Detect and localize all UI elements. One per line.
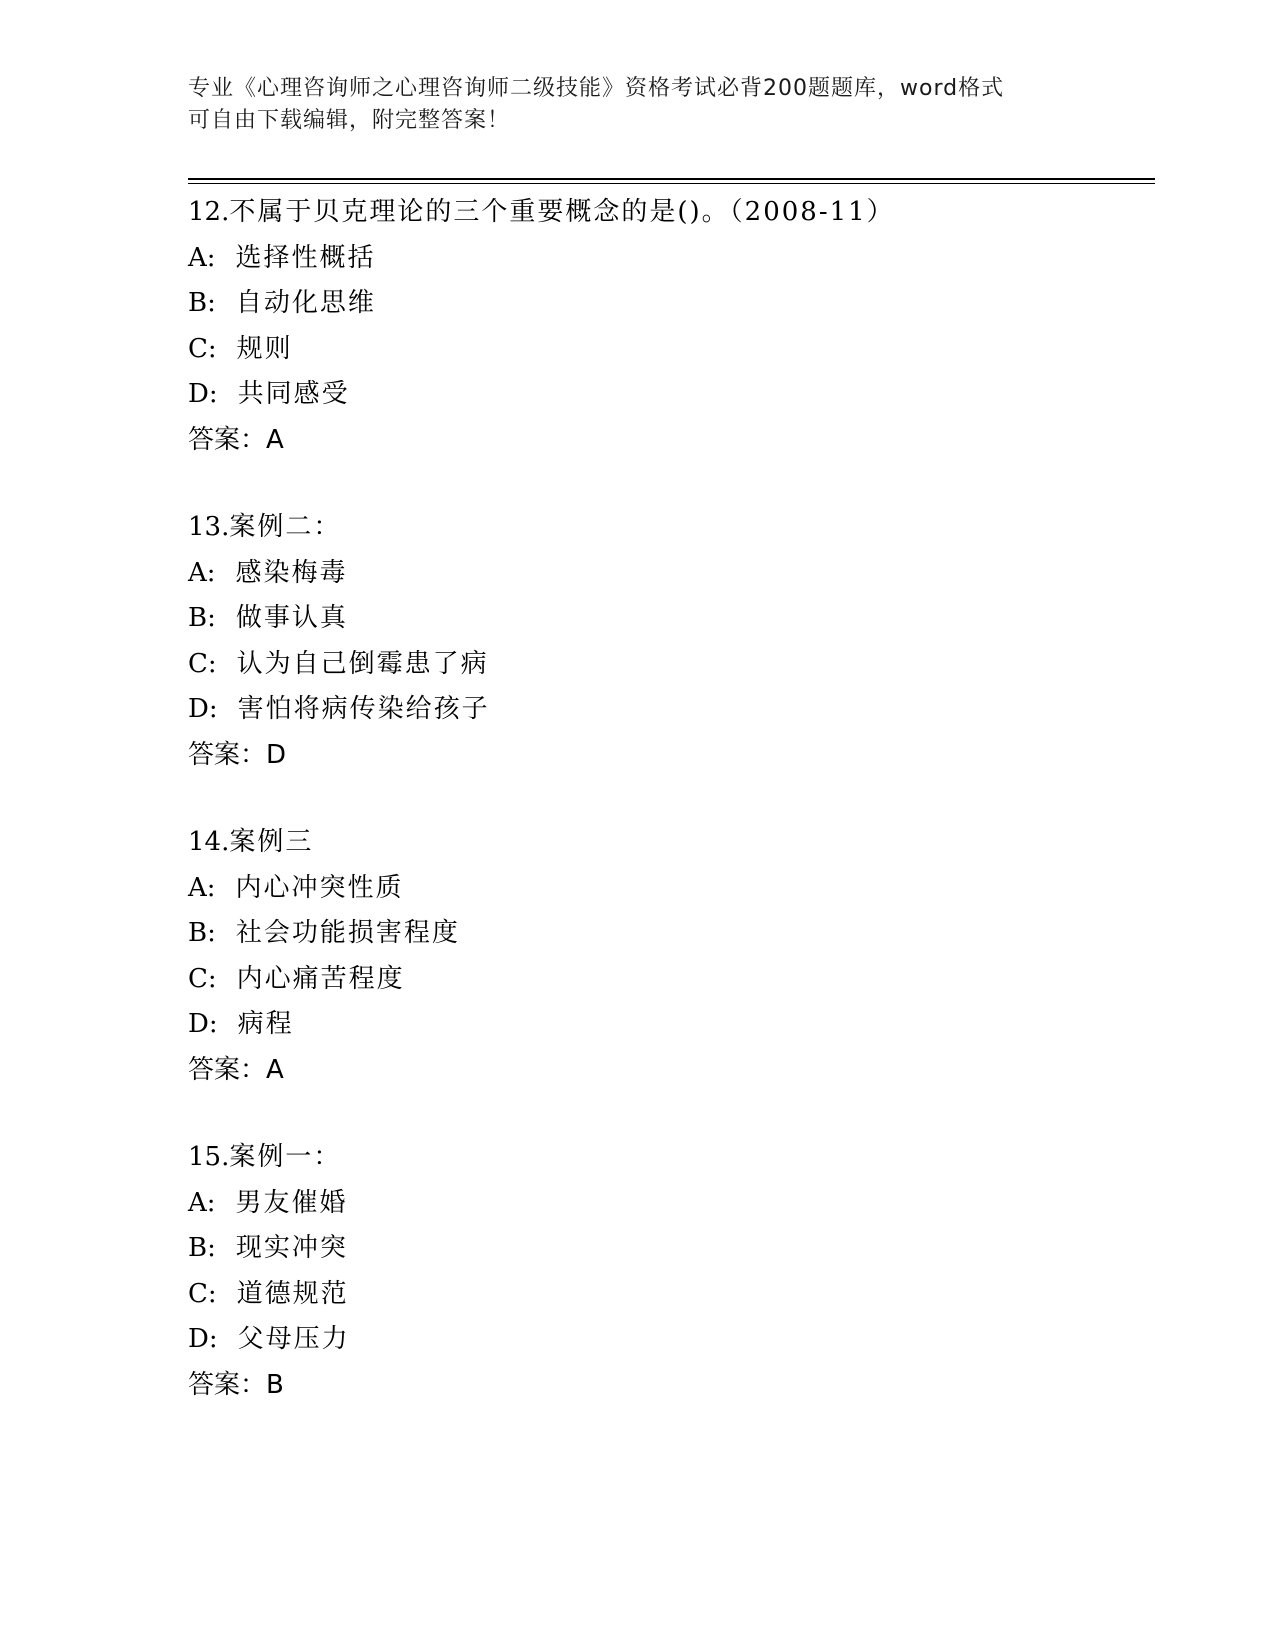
option-c: [188, 642, 1148, 688]
option-text: 父母压力: [237, 1324, 350, 1354]
option-text: 病程: [237, 1009, 294, 1039]
answer-line: [188, 1363, 1148, 1409]
option-letter: A:: [188, 557, 216, 588]
document-header: [188, 73, 1068, 137]
header-line-1: 专业《心理咨询师之心理咨询师二级技能》资格考试必背200题题库，word格式: [188, 76, 1005, 101]
option-a: [188, 1181, 1148, 1227]
option-text: 害怕将病传染给孩子: [237, 694, 490, 724]
question-item: [188, 1135, 1148, 1408]
question-stem: [188, 190, 1148, 236]
option-text: 内心冲突性质: [235, 872, 404, 903]
option-letter: C:: [188, 1278, 217, 1309]
option-letter: B:: [188, 1233, 216, 1263]
option-d: [188, 1317, 1148, 1363]
answer-value: A: [266, 424, 284, 455]
question-number: 15.: [188, 1142, 230, 1172]
option-text: 道德规范: [236, 1278, 349, 1309]
answer-line: [188, 733, 1148, 779]
option-text: 共同感受: [237, 379, 350, 409]
question-item: [188, 190, 1148, 463]
option-text: 自动化思维: [235, 288, 376, 318]
answer-value: B: [266, 1369, 284, 1400]
question-stem: [188, 1135, 1148, 1181]
answer-value: A: [266, 1054, 284, 1085]
option-c: [188, 957, 1148, 1003]
header-divider-thick: [188, 178, 1155, 180]
option-letter: D:: [188, 1009, 218, 1039]
question-number: 13.: [188, 512, 230, 542]
option-a: [188, 551, 1148, 597]
header-divider-thin: [188, 183, 1155, 184]
answer-label: 答案：: [188, 1054, 267, 1085]
question-item: [188, 820, 1148, 1093]
option-text: 感染梅毒: [235, 557, 348, 588]
option-c: [188, 327, 1148, 373]
option-text: 内心痛苦程度: [236, 963, 405, 994]
option-d: [188, 372, 1148, 418]
option-b: [188, 911, 1148, 957]
option-text: 选择性概括: [235, 242, 376, 273]
answer-value: D: [266, 739, 287, 770]
option-letter: D:: [188, 1324, 218, 1354]
option-c: [188, 1272, 1148, 1318]
option-d: [188, 1002, 1148, 1048]
answer-line: [188, 418, 1148, 464]
option-text: 做事认真: [235, 603, 348, 633]
question-text: 案例三: [229, 827, 314, 857]
option-letter: A:: [188, 1187, 216, 1218]
option-text: 男友催婚: [235, 1187, 348, 1218]
question-text: 不属于贝克理论的三个重要概念的是()。（2008-11）: [229, 197, 895, 227]
question-stem: [188, 820, 1148, 866]
option-letter: B:: [188, 603, 216, 633]
question-text: 案例二：: [229, 512, 342, 542]
option-text: 认为自己倒霉患了病: [236, 648, 489, 679]
answer-label: 答案：: [188, 424, 267, 455]
option-letter: D:: [188, 379, 218, 409]
answer-label: 答案：: [188, 1369, 267, 1400]
option-letter: C:: [188, 648, 217, 679]
option-letter: B:: [188, 918, 216, 948]
option-a: [188, 236, 1148, 282]
option-letter: B:: [188, 288, 216, 318]
option-text: 现实冲突: [235, 1233, 348, 1263]
option-b: [188, 596, 1148, 642]
option-text: 社会功能损害程度: [235, 918, 460, 948]
question-item: [188, 505, 1148, 778]
question-number: 14.: [188, 827, 230, 857]
option-letter: C:: [188, 963, 217, 994]
option-letter: D:: [188, 694, 218, 724]
question-stem: [188, 505, 1148, 551]
option-b: [188, 281, 1148, 327]
option-d: [188, 687, 1148, 733]
option-a: [188, 866, 1148, 912]
answer-line: [188, 1048, 1148, 1094]
option-b: [188, 1226, 1148, 1272]
question-text: 案例一：: [229, 1142, 342, 1172]
question-list: [188, 190, 1148, 1450]
option-letter: A:: [188, 242, 216, 273]
option-text: 规则: [236, 333, 293, 364]
question-number: 12.: [188, 197, 230, 227]
answer-label: 答案：: [188, 739, 267, 770]
header-line-2: 可自由下载编辑，附完整答案！: [188, 108, 511, 133]
option-letter: A:: [188, 872, 216, 903]
option-letter: C:: [188, 333, 217, 364]
